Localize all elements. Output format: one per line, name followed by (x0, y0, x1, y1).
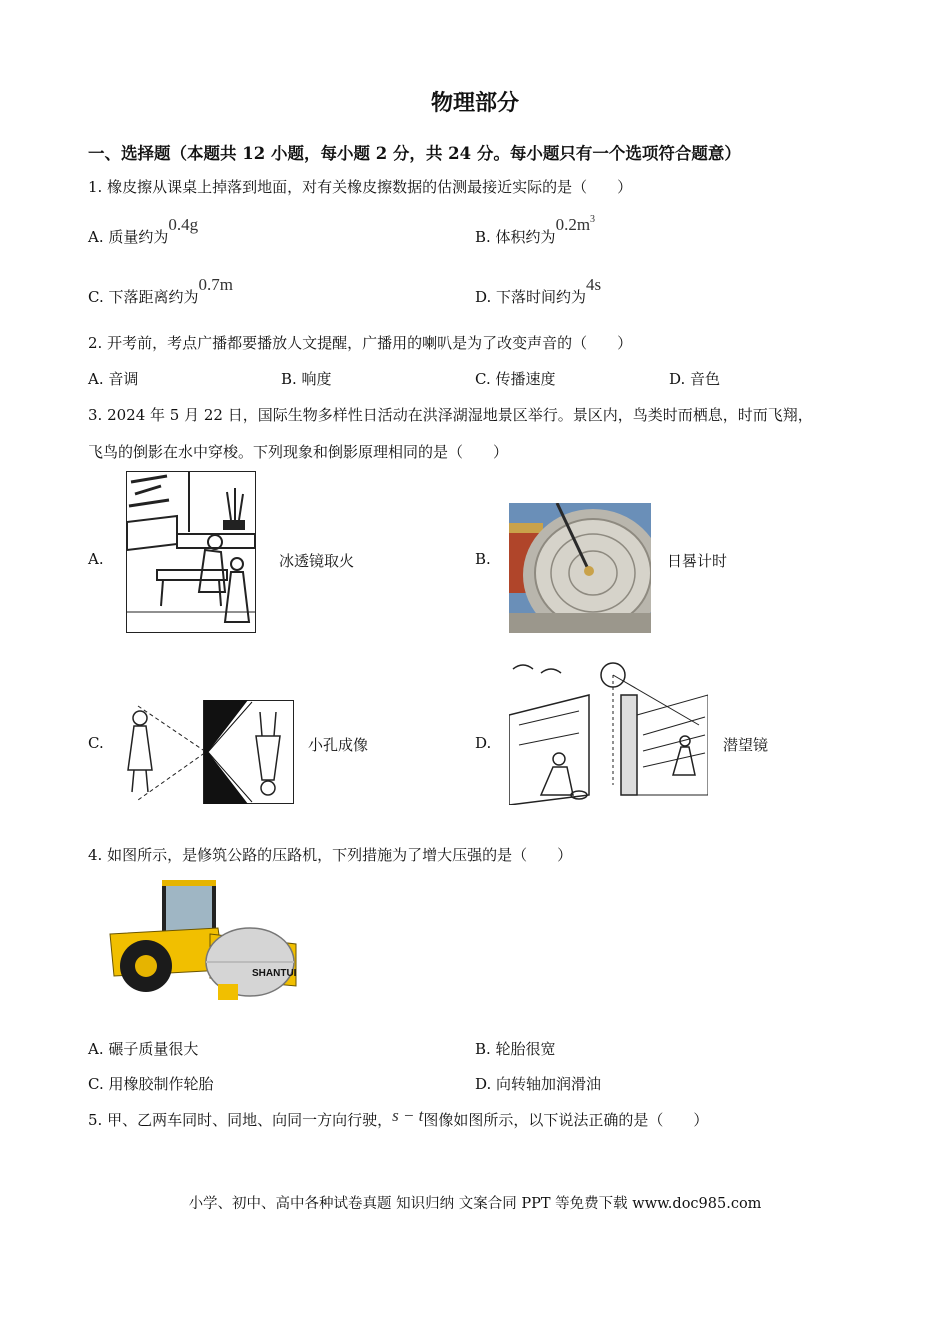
q3-stem-line1: 3. 2024 年 5 月 22 日，国际生物多样性日活动在洪泽湖湿地景区举行。景区内，鸟类时而栖息，时而飞翔， (88, 406, 813, 424)
q4-option-c: C. 用橡胶制作轮胎 (88, 1075, 214, 1093)
q4-option-a: A. 碾子质量很大 (88, 1040, 199, 1058)
q3-option-c-letter: C. (88, 734, 104, 752)
q1-option-c-value: 0.7m (198, 275, 233, 294)
q5-stem-math: s − t (392, 1106, 424, 1125)
q4-option-d: D. 向转轴加润滑油 (475, 1075, 602, 1093)
q1-option-d-label: D. 下落时间约为 (475, 288, 587, 306)
sundial-photo (509, 503, 651, 633)
q1-option-a (88, 215, 199, 247)
q3-option-d-text: 潜望镜 (723, 736, 769, 754)
q1-stem: 1. 橡皮擦从课桌上掉落到地面，对有关橡皮擦数据的估测最接近实际的是（ ） (88, 178, 633, 196)
q3-option-a-text: 冰透镜取火 (279, 552, 355, 570)
q1-option-c (88, 275, 233, 307)
q1-option-d-value: 4s (586, 275, 602, 294)
q1-option-c-label: C. 下落距离约为 (88, 288, 199, 306)
q3-option-d-letter: D. (475, 734, 492, 752)
q3-option-c-text: 小孔成像 (308, 736, 369, 754)
periscope-illustration (509, 655, 708, 805)
q1-option-b-value: 0.2m (555, 215, 591, 234)
q2-option-a: A. 音调 (88, 370, 139, 388)
pinhole-imaging-diagram (118, 700, 294, 804)
ice-lens-fire-illustration (126, 471, 256, 633)
roller-brand-text: SHANTUI (252, 968, 297, 979)
q4-stem: 4. 如图所示，是修筑公路的压路机，下列措施为了增大压强的是（ ） (88, 846, 573, 864)
q2-stem: 2. 开考前，考点广播都要播放人文提醒，广播用的喇叭是为了改变声音的（ ） (88, 334, 633, 352)
page-footer: 小学、初中、高中各种试卷真题 知识归纳 文案合同 PPT 等免费下载 www.doc985.com (188, 1196, 762, 1212)
q5-stem (88, 1106, 709, 1130)
q3-stem-line2: 飞鸟的倒影在水中穿梭。下列现象和倒影原理相同的是（ ） (88, 443, 509, 461)
q2-option-d: D. 音色 (669, 370, 721, 388)
q5-stem-post: 图像如图所示，以下说法正确的是（ ） (423, 1111, 709, 1129)
q2-option-c: C. 传播速度 (475, 370, 556, 388)
q1-option-b (475, 214, 596, 247)
section-heading: 一、选择题（本题共 12 小题，每小题 2 分，共 24 分。每小题只有一个选项符合题意） (88, 144, 741, 163)
q1-option-d (475, 275, 602, 307)
q3-option-b-letter: B. (475, 550, 491, 568)
q5-stem-pre: 5. 甲、乙两车同时、同地、向同一方向行驶， (88, 1111, 393, 1129)
q1-option-a-value: 0.4g (168, 215, 199, 234)
q2-option-b: B. 响度 (281, 370, 332, 388)
page-title: 物理部分 (430, 90, 519, 116)
road-roller-photo (100, 874, 312, 1006)
q1-option-a-label: A. 质量约为 (88, 228, 169, 246)
q1-option-b-label: B. 体积约为 (475, 228, 556, 246)
q4-option-b: B. 轮胎很宽 (475, 1040, 556, 1058)
q1-option-b-exponent: 3 (590, 214, 596, 225)
q3-option-b-text: 日晷计时 (667, 552, 728, 570)
q3-option-a-letter: A. (88, 550, 104, 568)
